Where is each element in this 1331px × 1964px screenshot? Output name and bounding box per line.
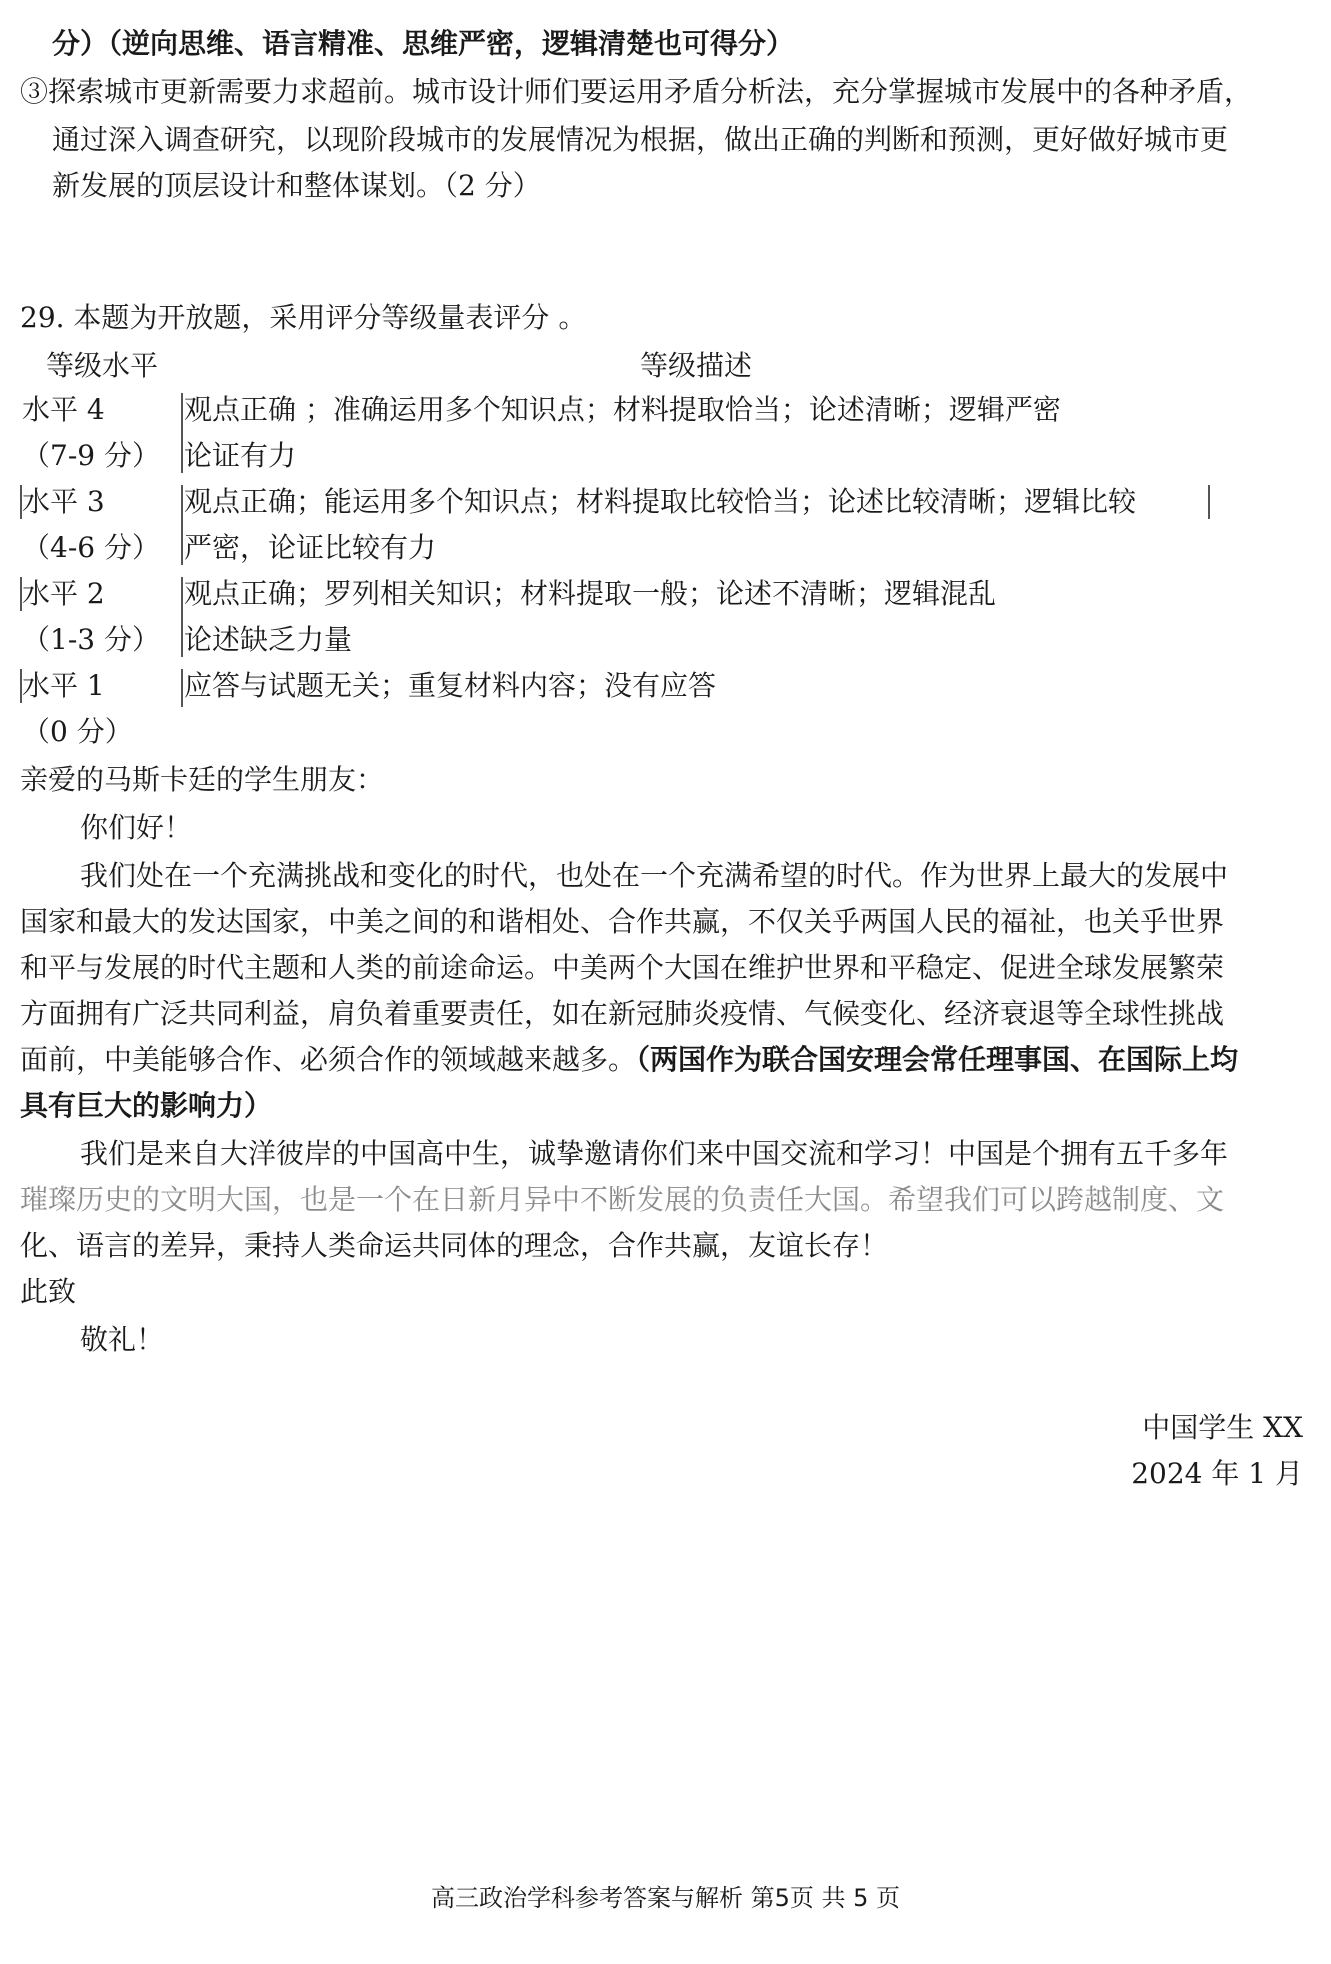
letter-closing-1: 此致: [20, 1275, 77, 1308]
table-divider: [181, 669, 183, 707]
letter-paragraph-2-line1: 我们是来自大洋彼岸的中国高中生，诚挚邀请你们来中国交流和学习！中国是个拥有五千多年: [80, 1137, 1229, 1170]
level-row-4-score: （0 分）: [22, 715, 133, 748]
table-header-desc: 等级描述: [640, 349, 753, 382]
level-row-3-desc1: 观点正确；罗列相关知识；材料提取一般；论述不清晰；逻辑混乱: [184, 577, 997, 610]
level-row-1-desc2: 论证有力: [184, 439, 297, 472]
level-row-2-desc1: 观点正确；能运用多个知识点；材料提取比较恰当；论述比较清晰；逻辑比较: [184, 485, 1137, 518]
table-divider: [181, 393, 183, 473]
table-divider: [1208, 485, 1210, 519]
level-row-2-level: 水平 3: [22, 485, 105, 518]
table-header-level: 等级水平: [46, 349, 159, 382]
letter-paragraph-1-line3: 和平与发展的时代主题和人类的前途命运。中美两个大国在维护世界和平稳定、促进全球发展繁荣: [20, 951, 1225, 984]
page-footer: 高三政治学科参考答案与解析 第5页 共 5 页: [430, 1884, 901, 1912]
letter-paragraph-2-line3: 化、语言的差异，秉持人类命运共同体的理念，合作共赢，友谊长存！: [20, 1229, 889, 1262]
letter-paragraph-1-line1: 我们处在一个充满挑战和变化的时代，也处在一个充满希望的时代。作为世界上最大的发展中: [80, 859, 1229, 892]
letter-paragraph-1-line5-text: 面前，中美能够合作、必须合作的领域越来越多。: [20, 1043, 637, 1076]
letter-greeting: 你们好！: [80, 811, 193, 844]
letter-date: 2024 年 1 月: [1131, 1457, 1303, 1490]
answer-29-intro: 29. 本题为开放题，采用评分等级量表评分 。: [20, 301, 587, 334]
table-divider: [181, 485, 183, 565]
level-row-2-desc2: 严密，论证比较有力: [184, 531, 437, 564]
letter-salutation: 亲爱的马斯卡廷的学生朋友：: [20, 763, 385, 796]
letter-paragraph-2-line2: 璀璨历史的文明大国，也是一个在日新月异中不断发展的负责任大国。希望我们可以跨越制度、文: [20, 1183, 1225, 1216]
level-row-1-desc1: 观点正确 ；准确运用多个知识点；材料提取恰当；论述清晰；逻辑严密: [184, 393, 1061, 426]
level-row-3-score: （1-3 分）: [22, 623, 160, 656]
letter-paragraph-1-line4: 方面拥有广泛共同利益，肩负着重要责任，如在新冠肺炎疫情、气候变化、经济衰退等全球性挑战: [20, 997, 1225, 1030]
letter-paragraph-1-line5-bold: （两国作为联合国安理会常任理事国、在国际上均: [636, 1043, 1239, 1076]
level-row-1-score: （7-9 分）: [22, 439, 160, 472]
table-divider: [181, 577, 183, 657]
letter-paragraph-1-line2: 国家和最大的发达国家，中美之间的和谐相处、合作共赢，不仅关乎两国人民的福祉，也关乎世界: [20, 905, 1225, 938]
level-row-3-desc2: 论述缺乏力量: [184, 623, 353, 656]
answer-28-point3-line2: 通过深入调查研究，以现阶段城市的发展情况为根据，做出正确的判断和预测，更好做好城市更: [52, 123, 1229, 156]
answer-28-point3-line1: ③探索城市更新需要力求超前。城市设计师们要运用矛盾分析法，充分掌握城市发展中的各种矛盾，: [20, 75, 1253, 108]
level-row-4-desc1: 应答与试题无关；重复材料内容；没有应答: [184, 669, 717, 702]
letter-signature: 中国学生 XX: [1142, 1411, 1303, 1444]
level-row-4-level: 水平 1: [22, 669, 105, 702]
answer-28-line1: 分）（逆向思维、语言精准、思维严密，逻辑清楚也可得分）: [52, 27, 795, 60]
level-row-1-level: 水平 4: [22, 393, 105, 426]
letter-paragraph-1-line5: [20, 1040, 1238, 1080]
letter-closing-2: 敬礼！: [80, 1323, 165, 1356]
level-row-2-score: （4-6 分）: [22, 531, 160, 564]
level-row-3-level: 水平 2: [22, 577, 105, 610]
letter-paragraph-1-line6: 具有巨大的影响力）: [20, 1089, 273, 1122]
answer-28-point3-line3: 新发展的顶层设计和整体谋划。（2 分）: [52, 169, 541, 202]
